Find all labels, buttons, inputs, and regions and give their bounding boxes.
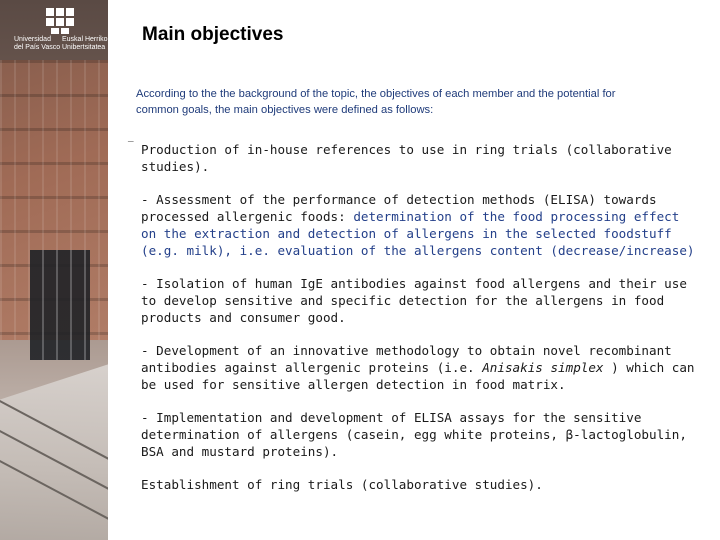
intro-paragraph: According to the the background of the topic, the objectives of each member and the potential for common goals, the main objectives were defined as follows: (136, 88, 616, 116)
objective-text: Establishment of ring trials (collaborative studies). (141, 477, 543, 492)
objective-text: Production of in-house references to use in ring trials (collaborative studies). (141, 142, 672, 174)
objective-text: - Development of an innovative methodology to obtain novel recombinant antibodies against allergenic proteins (i.e. (141, 343, 672, 375)
logo-text-right: Euskal Herriko Unibertsitatea (62, 36, 108, 51)
objective-item (141, 342, 701, 393)
objective-item (141, 476, 701, 493)
building-windows (30, 250, 90, 360)
objective-text: - Assessment of the performance of detection methods (ELISA) towards processed allergenic foods: (141, 192, 657, 224)
objective-text-highlight: determination of the food processing effect on the extraction and detection of allergens in the selected foodstuff (e.g. milk), i.e. evaluation of the allergens content (decrease/increase) (141, 209, 695, 258)
species-name: Anisakis simplex (482, 360, 604, 375)
page-title: Main objectives (142, 24, 284, 45)
logo-text-left: Universidad del País Vasco (14, 36, 61, 51)
university-logo (8, 6, 108, 54)
objective-item (141, 141, 701, 175)
objective-text: - Implementation and development of ELISA assays for the sensitive determination of allergens (casein, egg white proteins, β-lactoglobulin, BSA and mustard proteins). (141, 410, 687, 459)
objective-item (141, 191, 701, 259)
building-ramp (0, 354, 108, 540)
objective-item (141, 409, 701, 460)
building-photo (0, 0, 108, 540)
bullet-marker: ¯ (128, 141, 134, 152)
objective-text: - Isolation of human IgE antibodies against food allergens and their use to develop sensitive and specific detection for the allergens in food products and consumer good. (141, 276, 687, 325)
university-logo-icon (46, 8, 74, 34)
objective-text: ) which can be used for sensitive allergen detection in food matrix. (141, 360, 695, 392)
objectives-list (141, 141, 701, 493)
objective-item (141, 275, 701, 326)
